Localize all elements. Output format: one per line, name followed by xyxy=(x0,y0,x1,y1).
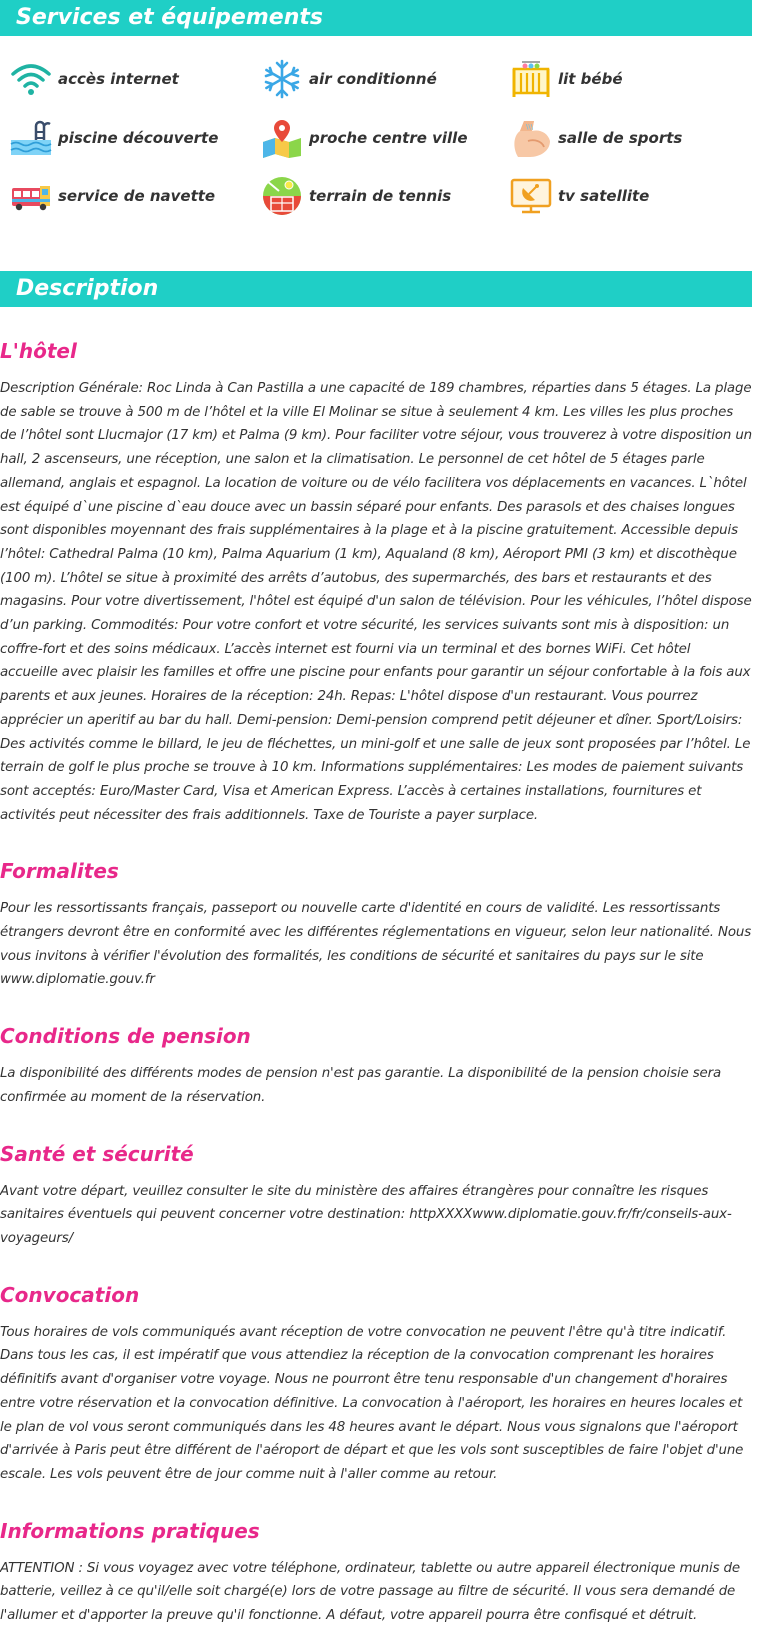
service-satellite-tv xyxy=(510,175,649,217)
service-air-conditioning xyxy=(261,58,437,100)
services-header xyxy=(0,0,752,36)
section-heading: Conditions de pension xyxy=(0,1024,251,1049)
section-text: ATTENTION : Si vous voyagez avec votre téléphone, ordinateur, tablette ou autre appareil électronique munis de batterie, veillez à ce qu'il/elle soit chargé(e) lors de votre passage au filtre de sécurité. Il vous sera demandé de l'allumer et d'apporter la preuve qu'il fonctionne. A défaut, votre appareil pourra être confisqué et détruit. xyxy=(0,1560,740,1624)
wifi-icon xyxy=(10,58,52,100)
muscle-arm-icon xyxy=(510,117,552,159)
pool-icon xyxy=(10,117,52,159)
section-sante-securite xyxy=(0,1140,752,1251)
service-shuttle xyxy=(10,175,215,217)
services-grid xyxy=(0,36,758,271)
service-pool xyxy=(10,117,218,159)
service-label: air conditionné xyxy=(309,70,437,88)
section-text: Tous horaires de vols communiqués avant réception de votre convocation ne peuvent l'être qu'à titre indicatif. Dans tous les cas, il est impératif que vous attendiez la réception de la convocation comprenant les horaires définitifs avant d'organiser votre voyage. Nous ne pourront être tenu responsable d'un changement d'horaires entre votre réservation et la convocation définitive. La convocation à l'aéroport, les horaires en heures locales et le plan de vol vous seront communiqués dans les 48 heures avant le départ. Nous vous signalons que l'aéroport d'arrivée à Paris peut être différent de l'aéroport de départ et que les vols sont susceptibles de faire l'objet d'une escale. Les vols peuvent être de jour comme nuit à l'aller comme au retour. xyxy=(0,1324,744,1482)
svg-text:\\\: \\\ xyxy=(526,123,534,131)
section-heading: Informations pratiques xyxy=(0,1518,260,1543)
service-label: piscine découverte xyxy=(58,129,219,147)
tennis-court-icon xyxy=(261,175,303,217)
section-text: Description Générale: Roc Linda à Can Pastilla a une capacité de 189 chambres, réparties dans 5 étages. La plage de sable se trouve à 500 m de l’hôtel et la ville El Molinar se situe à seulement 4 km. Les villes les plus proches de l’hôtel sont Llucmajor (17 km) et Palma (9 km). Pour faciliter votre séjour, vous trouverez à votre disposition un hall, 2 ascenseurs, une réception, une salon et la climatisation. Le personnel de cet hôtel de 5 étages parle allemand, anglais et espagnol. La location de voiture ou de vélo facilitera vos déplacements en vacances. L`hôtel est équipé d`une piscine d`eau douce avec un bassin séparé pour enfants. Des parasols et des chaises longues sont disponibles moyennant des frais supplémentaires à la plage et à la piscine gratuitement. Accessible depuis l’hôtel: Cathedral Palma (10 km), Palma Aquarium (1 km), Aqualand (8 km), Aéroport PMI (3 km) et discothèque (100 m). L’hôtel se situe à proximité des arrêts d’autobus, des supermarchés, des bars et restaurants et des magasins. Pour votre divertissement, l'hôtel est équipé d'un salon de télévision. Pour les véhicules, l’hôtel dispose d’un parking. Commodités: Pour votre confort et votre sécurité, les services suivants sont mis à disposition: un coffre-fort et des soins médicaux. L’accès internet est fourni via un terminal et des bornes WiFi. Cet hôtel accueille avec plaisir les familles et offre une piscine pour enfants pour garantir un séjour confortable à la fois aux parents et aux jeunes. Horaires de la réception: 24h. Repas: L'hôtel dispose d'un restaurant. Vous pourrez apprécier un aperitif au bar du hall. Demi-pension: Demi-pension comprend petit déjeuner et dîner. Sport/Loisirs: Des activités comme le billard, le jeu de fléchettes, un mini-golf et une salle de jeux sont proposées par l’hôtel. Le terrain de golf le plus proche se trouve à 10 km. Informations supplémentaires: Les modes de paiement suivants sont acceptés: Euro/Master Card, Visa et American Express. L’accès à certaines installations, fournitures et activités peut nécessiter des frais additionnels. Taxe de Touriste a payer surplace. xyxy=(0,381,753,823)
section-formalites xyxy=(0,857,752,992)
services-title: Services et équipements xyxy=(16,5,323,30)
section-text: Avant votre départ, veuillez consulter le site du ministère des affaires étrangères pour connaître les risques sanitaires éventuels qui peuvent concerner votre destination: httpXXXXwww.diplomatie.gouv.fr/fr/conseils-aux-voyageurs/ xyxy=(0,1183,732,1246)
baby-crib-icon xyxy=(510,58,552,100)
service-label: accès internet xyxy=(58,70,179,88)
service-city-center xyxy=(261,117,468,159)
service-internet xyxy=(10,58,179,100)
service-label: salle de sports xyxy=(558,129,683,147)
service-label: proche centre ville xyxy=(309,129,468,147)
satellite-tv-icon xyxy=(510,175,552,217)
snowflake-icon xyxy=(261,58,303,100)
service-label: tv satellite xyxy=(558,187,650,205)
description-header xyxy=(0,271,752,307)
service-label: service de navette xyxy=(58,187,216,205)
section-hotel xyxy=(0,337,752,827)
section-heading: Convocation xyxy=(0,1282,140,1307)
section-text: La disponibilité des différents modes de pension n'est pas garantie. La disponibilité de la pension choisie sera confirmée au moment de la réservation. xyxy=(0,1066,722,1105)
service-baby-crib xyxy=(510,58,623,100)
section-informations-pratiques xyxy=(0,1517,752,1628)
section-conditions-pension xyxy=(0,1022,752,1109)
section-convocation xyxy=(0,1281,752,1487)
map-pin-icon xyxy=(261,117,303,159)
service-label: lit bébé xyxy=(558,70,623,88)
section-heading: Formalites xyxy=(0,859,119,884)
service-label: terrain de tennis xyxy=(309,187,452,205)
description-content xyxy=(0,337,752,1628)
shuttle-bus-icon xyxy=(10,175,52,217)
service-gym xyxy=(510,117,682,159)
section-text: Pour les ressortissants français, passeport ou nouvelle carte d'identité en cours de validité. Les ressortissants étrangers devront être en conformité avec les différentes réglementations en vigueur, selon leur nationalité. Nous vous invitons à vérifier l'évolution des formalités, les conditions de sécurité et sanitaires du pays sur le site www.diplomatie.gouv.fr xyxy=(0,901,752,988)
description-title: Description xyxy=(16,276,159,301)
section-heading: L'hôtel xyxy=(0,339,77,363)
section-heading: Santé et sécurité xyxy=(0,1141,194,1166)
service-tennis xyxy=(261,175,451,217)
